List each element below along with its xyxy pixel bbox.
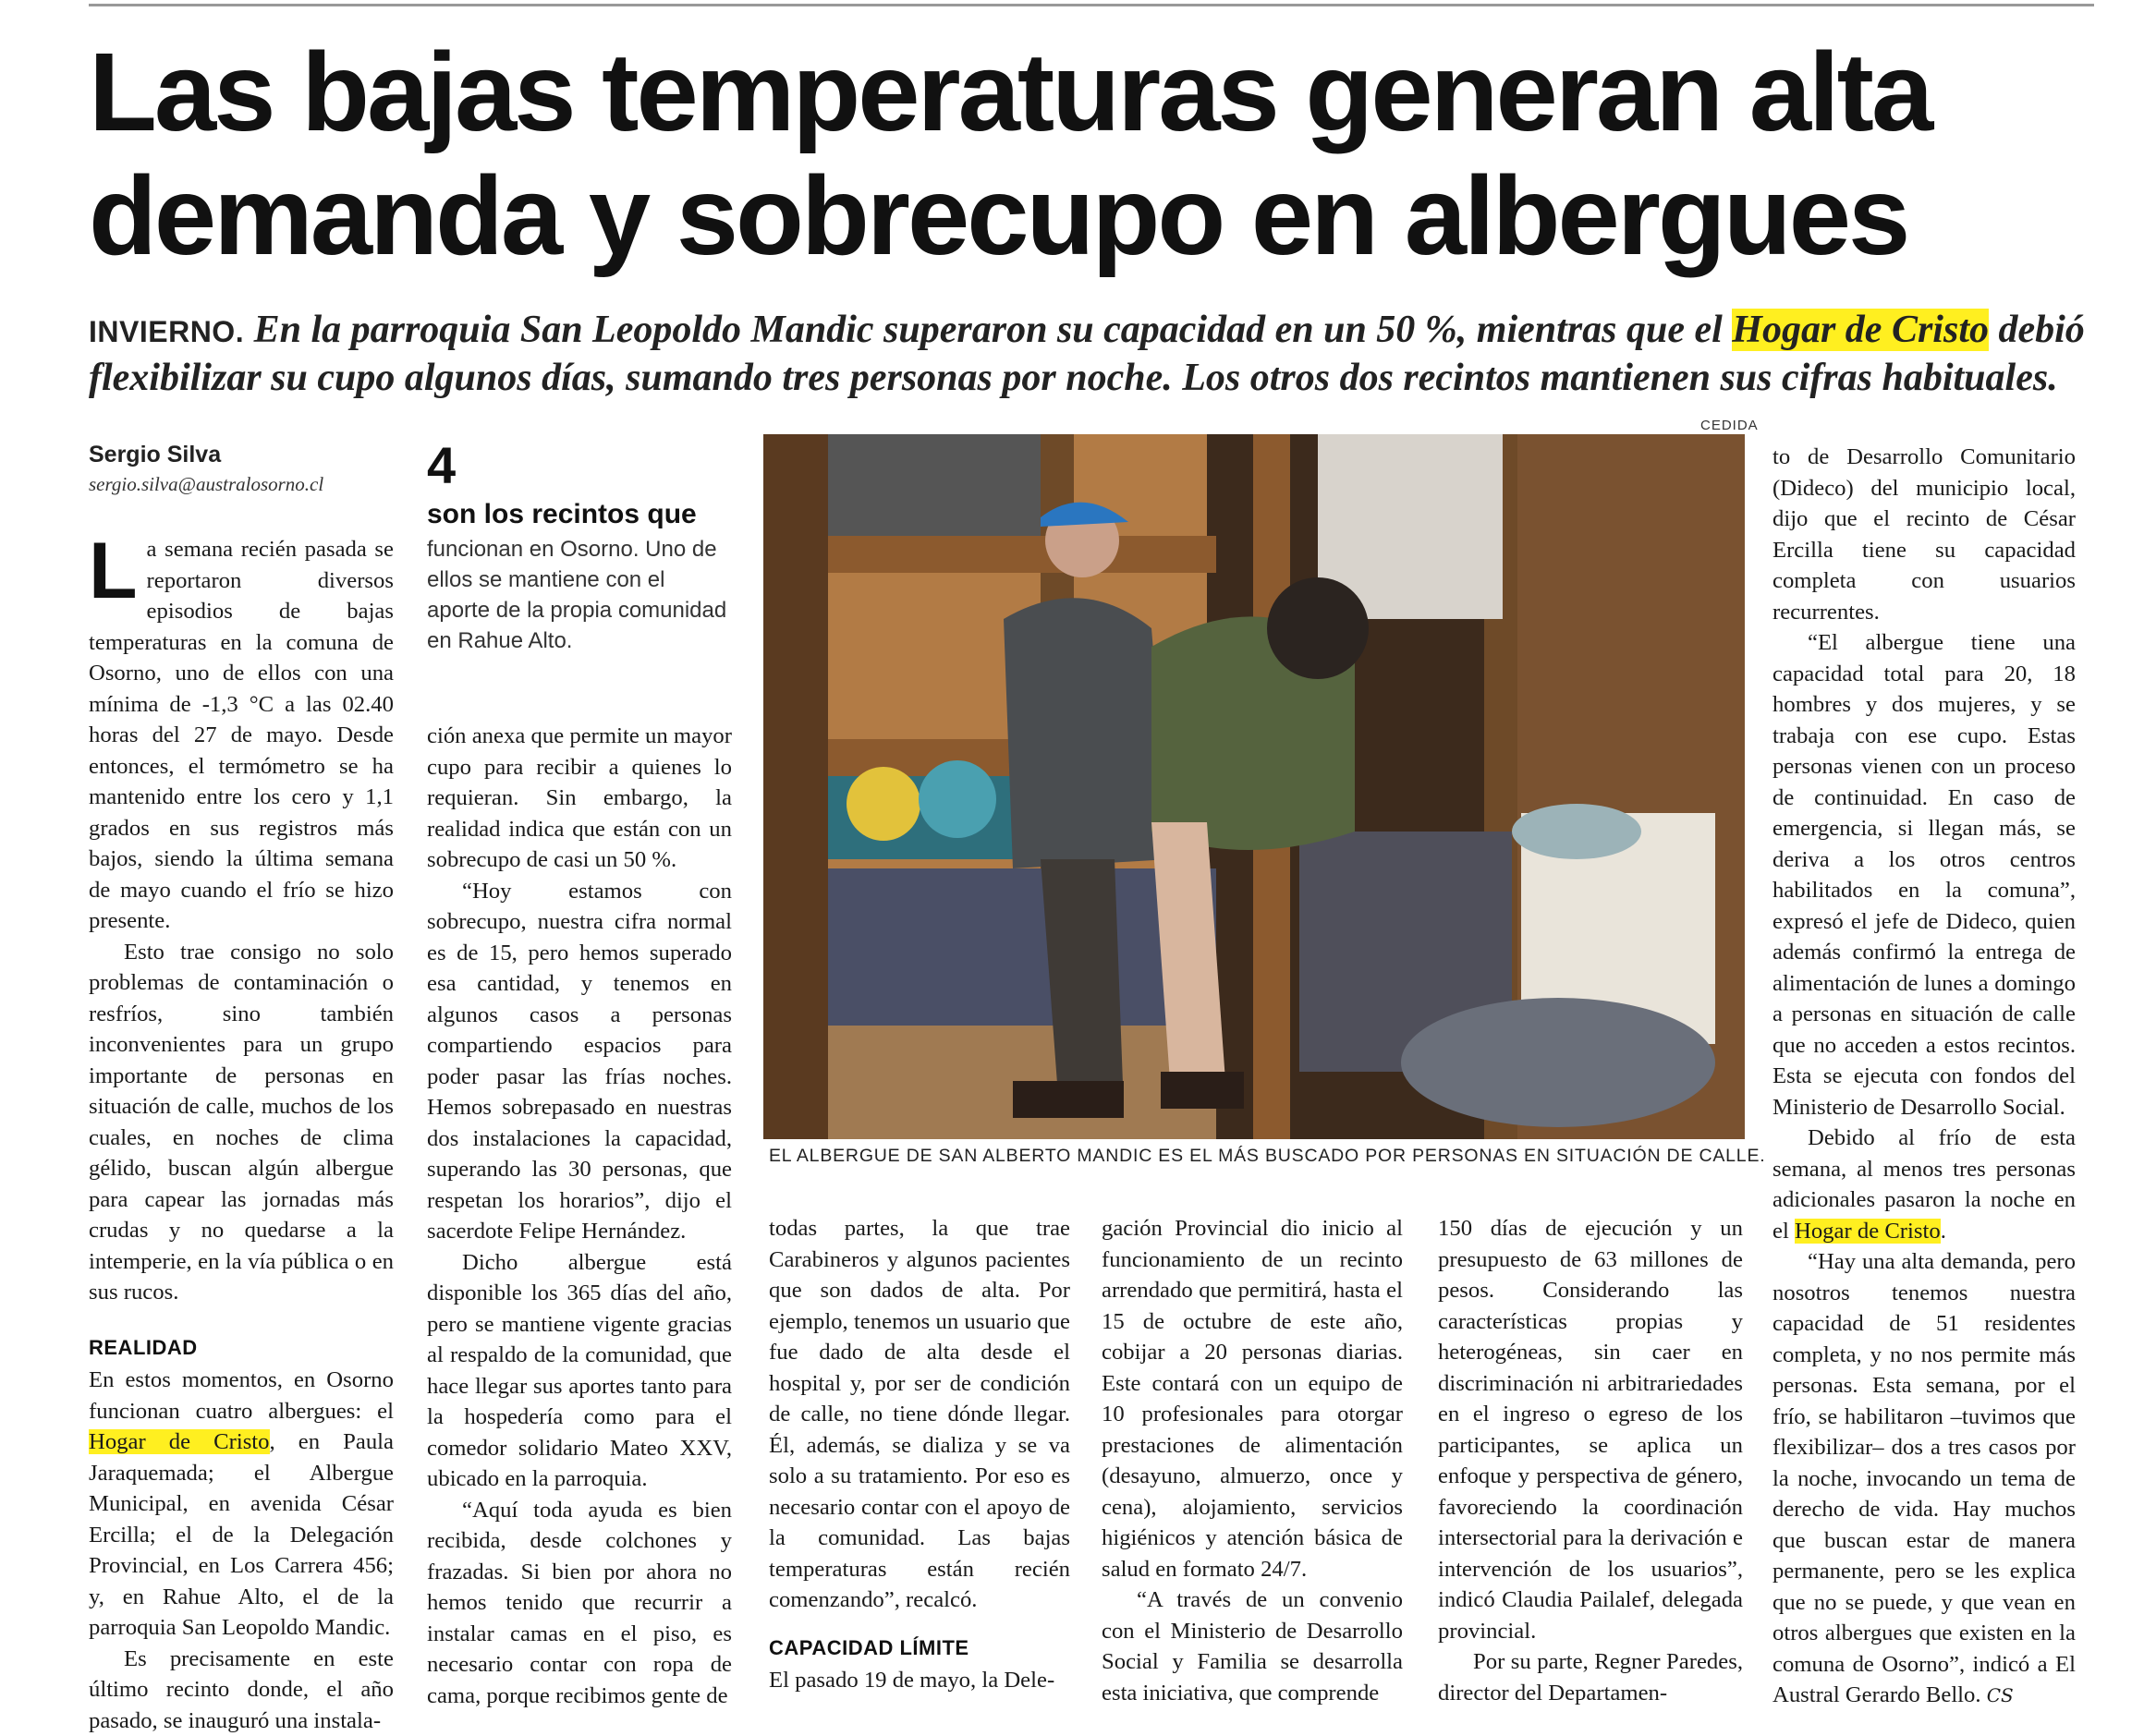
stat-title: son los recintos que — [427, 499, 697, 530]
column-3 — [769, 1213, 1070, 1696]
photo-illustration — [763, 434, 1745, 1139]
byline-name: Sergio Silva — [89, 442, 221, 468]
headline: Las bajas temperaturas generan alta demanda y sobrecupo en albergues — [89, 30, 2103, 277]
photo-credit: CEDIDA — [1700, 418, 1759, 433]
paragraph: ción anexa que permite un mayor cupo para recibir a quienes lo requieran. Sin embargo, la realidad indica que están con un sobrecupo de casi un 50 %. — [427, 721, 732, 876]
column-5 — [1438, 1213, 1743, 1708]
end-mark: CS — [1987, 1684, 2014, 1706]
top-rule — [89, 4, 2094, 6]
paragraph: “A través de un convenio con el Ministerio de Desarrollo Social y Familia se desarrolla esta iniciativa, que comprende — [1102, 1584, 1403, 1708]
paragraph: Esto trae consigo no solo problemas de contaminación o resfríos, sino también inconvenientes para un grupo importante de personas en situación de calle, muchos de los cuales, en noches de clima gélido, buscan algún albergue para capear las jornadas más crudas y no quedarse a la intemperie, en la vía pública o en sus rucos. — [89, 937, 394, 1308]
highlight-hogar-de-cristo: Hogar de Cristo — [1795, 1219, 1941, 1244]
lead-kicker: INVIERNO. — [89, 315, 244, 348]
highlight-hogar-de-cristo: Hogar de Cristo — [1732, 309, 1989, 351]
lead-paragraph — [89, 307, 2103, 401]
paragraph: todas partes, la que trae Carabineros y algunos pacientes que son dados de alta. Por ejemplo, tenemos un usuario que fue dado de alta desde el hospital y, por ser de condición de calle, no tiene dónde llegar. Él, además, se dializa y se va solo a su tratamiento. Por eso es necesario contar con el apoyo de la comunidad. Las bajas temperaturas están recién comenzando”, recalcó. — [769, 1213, 1070, 1616]
stat-number: 4 — [427, 438, 456, 493]
text: En estos momentos, en Osorno funcionan cuatro albergues: el — [89, 1367, 394, 1424]
stat-body: funcionan en Osorno. Uno de ellos se mantiene con el aporte de la propia comunidad en Rahue Alto. — [427, 534, 732, 656]
text: . — [1941, 1219, 1946, 1244]
paragraph: “El albergue tiene una capacidad total para 20, 18 hombres y dos mujeres, y se trabaja con ese cupo. Estas personas vienen con un proceso de continuidad. En caso de emergencia, si llegan más, se deriva a los otros centros habilitados en la comuna”, expresó el jefe de Dideco, quien además confirmó la entrega de alimentación de lunes a domingo a personas en situación de calle que no acceden a estos recintos. Esta se ejecuta con fondos del Ministerio de Desarrollo Social. — [1772, 627, 2076, 1123]
paragraph: Por su parte, Regner Paredes, director del Departamen- — [1438, 1646, 1743, 1708]
column-4 — [1102, 1213, 1403, 1708]
paragraph: gación Provincial dio inicio al funcionamiento de un recinto arrendado que permitirá, hasta el 15 de octubre de este año, cobijar a 20 personas diarias. Este contará con un equipo de 10 profesionales para otorgar prestaciones de alimentación (desayuno, almuerzo, once y cena), alojamiento, servicios higiénicos y atención básica de salud en formato 24/7. — [1102, 1213, 1403, 1584]
column-2 — [427, 721, 732, 1711]
lead-text-1: En la parroquia San Leopoldo Mandic superaron su capacidad en un 50 %, mientras que el — [244, 309, 1732, 351]
byline-email: sergio.silva@australosorno.cl — [89, 473, 323, 496]
text: , en Paula Jaraquemada; el Albergue Municipal, en avenida César Ercilla; el de la Delegación Provincial, en Los Carrera 456; y, en Rahue Alto, el de la parroquia San Leopoldo Mandic. — [89, 1429, 394, 1640]
paragraph: to de Desarrollo Comunitario (Dideco) del municipio local, dijo que el recinto de César Ercilla tiene su capacidad completa con usuarios recurrentes. — [1772, 442, 2076, 627]
column-6 — [1772, 442, 2076, 1712]
paragraph: 150 días de ejecución y un presupuesto de 63 millones de pesos. Considerando las características propias y heterogéneas, sin caer en discriminación ni arbitrariedades en el ingreso o egreso de los participantes, se aplica un enfoque y perspectiva de género, favoreciendo la coordinación intersectorial para la derivación e intervención de los usuarios”, indicó Claudia Pailalef, delegada provincial. — [1438, 1213, 1743, 1646]
text: “Hay una alta demanda, pero nosotros tenemos nuestra capacidad de 51 residentes completa, y no nos permite más personas. Esta semana, por el frío, se habilitaron –tuvimos que flexibilizar– dos a tres casos por la noche, invocando un tema de derecho de vida. Hay muchos que buscan estar de manera permanente, pero se les explica que no se puede, y que vean en otros albergues que existen en la comuna de Osorno”, indicó a El Austral Gerardo Bello. — [1772, 1249, 2076, 1707]
paragraph — [1772, 1123, 2076, 1246]
photo-caption: EL ALBERGUE DE SAN ALBERTO MANDIC ES EL MÁS BUSCADO POR PERSONAS EN SITUACIÓN DE CALLE. — [769, 1146, 1785, 1167]
paragraph: Dicho albergue está disponible los 365 días del año, pero se mantiene vigente gracias al respaldo de la comunidad, que hace llegar sus aportes tanto para la hospedería como para el comedor solidario Mateo XXV, ubicado en la parroquia. — [427, 1247, 732, 1495]
paragraph — [89, 1365, 394, 1644]
paragraph: El pasado 19 de mayo, la Dele- — [769, 1665, 1070, 1696]
paragraph: “Hoy estamos con sobrecupo, nuestra cifra normal es de 15, pero hemos superado esa cantidad, y tenemos en algunos casos a personas compartiendo espacios para poder pasar las frías noches. Hemos sobrepasado en nuestras dos instalaciones la capacidad, superando las 30 personas, que respetan los horarios”, dijo el sacerdote Felipe Hernández. — [427, 876, 732, 1247]
text: Debido al frío de esta semana, al menos tres personas adicionales pasaron la noche en el — [1772, 1125, 2076, 1244]
lead-text-2: debió flexibilizar su cupo algunos días, sumando tres personas por noche. Los otros dos recintos mantienen sus cifras habituales. — [89, 309, 2085, 399]
paragraph: La semana recién pasada se reportaron diversos episodios de bajas temperaturas en la comuna de Osorno, uno de ellos con una mínima de -1,3 °C a las 02.40 horas del 27 de mayo. Desde entonces, el termómetro se ha mantenido entre los cero y 1,1 grados en sus registros más bajos, siendo la última semana de mayo cuando el frío se hizo presente. — [89, 534, 394, 937]
paragraph: Es precisamente en este último recinto donde, el año pasado, se inauguró una instala- — [89, 1644, 394, 1736]
column-1 — [89, 534, 394, 1736]
paragraph: “Aquí toda ayuda es bien recibida, desde colchones y frazadas. Si bien por ahora no hemos tenido que recurrir a instalar camas en el piso, es necesario contar con ropa de cama, porque recibimos gente de — [427, 1495, 732, 1712]
article-photo — [763, 434, 1745, 1139]
paragraph — [1772, 1246, 2076, 1712]
highlight-hogar-de-cristo: Hogar de Cristo — [89, 1429, 270, 1454]
subhead-realidad: REALIDAD — [89, 1332, 394, 1364]
subhead-capacidad-limite: CAPACIDAD LÍMITE — [769, 1633, 1070, 1664]
